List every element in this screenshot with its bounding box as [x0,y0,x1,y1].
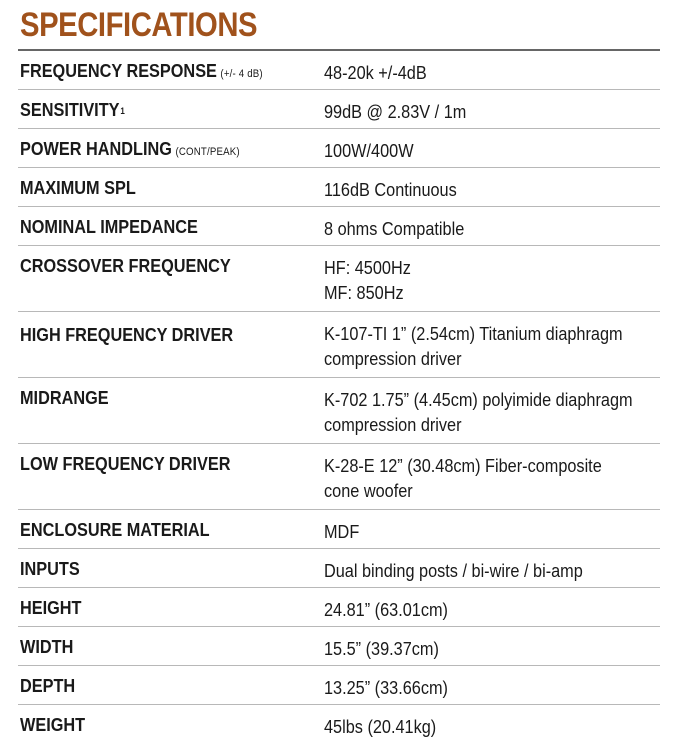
spec-value: K-702 1.75” (4.45cm) polyimide diaphragm compression driver [324,389,633,435]
spec-label: DEPTH [20,675,76,696]
spec-row-inputs [18,549,660,588]
spec-label: CROSSOVER FREQUENCY [20,255,231,276]
spec-row-depth [18,666,660,705]
spec-label: INPUTS [20,558,80,579]
spec-value: 99dB @ 2.83V / 1m [324,101,467,122]
spec-value: 15.5” (39.37cm) [324,638,439,659]
specifications-table [18,51,660,744]
footnote-marker: 1 [120,106,125,116]
spec-row-power-handling [18,129,660,168]
spec-row-frequency-response [18,51,660,90]
spec-label: FREQUENCY RESPONSE (+/- 4 dB) [20,60,263,81]
spec-row-enclosure-material [18,510,660,549]
spec-label: WIDTH [20,636,74,657]
spec-value: 24.81” (63.01cm) [324,599,448,620]
spec-label: MIDRANGE [20,387,109,408]
spec-label: POWER HANDLING (CONT/PEAK) [20,138,240,159]
spec-value: 45lbs (20.41kg) [324,716,437,737]
spec-value: K-28-E 12” (30.48cm) Fiber-composite cone woofer [324,455,602,501]
spec-label: WEIGHT [20,714,86,735]
spec-value: K-107-TI 1” (2.54cm) Titanium diaphragm compression driver [324,323,623,369]
spec-row-sensitivity [18,90,660,129]
spec-label: SENSITIVITY$^1$ [20,99,125,120]
spec-label: LOW FREQUENCY DRIVER [20,453,231,474]
spec-row-midrange [18,378,660,444]
spec-row-height [18,588,660,627]
spec-row-nominal-impedance [18,207,660,246]
spec-value: HF: 4500Hz MF: 850Hz [324,257,411,303]
spec-label-note: (+/- 4 dB) [220,68,263,80]
spec-value: 8 ohms Compatible [324,218,465,239]
spec-value: 13.25” (33.66cm) [324,677,448,698]
page-title: SPECIFICATIONS [20,6,258,44]
spec-row-crossover-frequency [18,246,660,312]
spec-row-width [18,627,660,666]
spec-row-weight [18,705,660,744]
spec-label: ENCLOSURE MATERIAL [20,519,210,540]
spec-label-note: (CONT/PEAK) [175,146,240,158]
spec-label: NOMINAL IMPEDANCE [20,216,198,237]
spec-value: 48-20k +/-4dB [324,62,427,83]
spec-value: MDF [324,521,360,542]
spec-label: HEIGHT [20,597,82,618]
spec-row-high-frequency-driver [18,312,660,378]
spec-row-maximum-spl [18,168,660,207]
spec-value: 100W/400W [324,140,414,161]
spec-value: Dual binding posts / bi-wire / bi-amp [324,560,583,581]
spec-label: MAXIMUM SPL [20,177,136,198]
spec-row-low-frequency-driver [18,444,660,510]
spec-label: HIGH FREQUENCY DRIVER [20,324,234,345]
spec-value: 116dB Continuous [324,179,457,200]
